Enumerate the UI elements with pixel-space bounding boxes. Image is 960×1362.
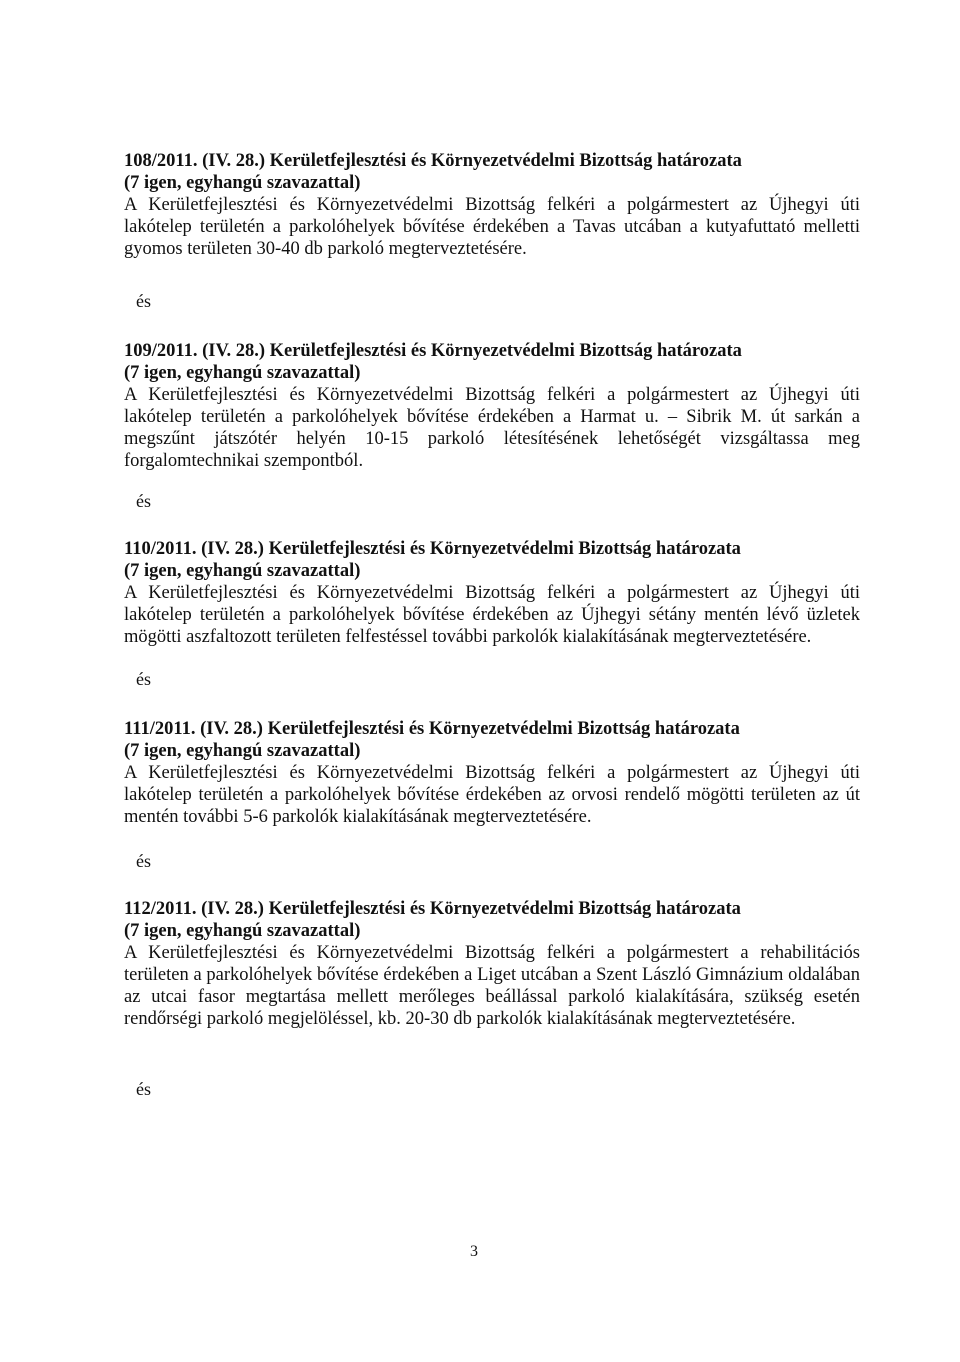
resolution-body: A Kerületfejlesztési és Környezetvédelmi Bizottság felkéri a polgármestert az Újhegyi úti lakótelep területén a parkolóhelyek bővítése érdekében a Harmat u. – Sibrik M. út sarkán a megszűnt játszótér helyén 10-15 parkoló létesítésének lehetőségét vizsgáltassa meg forgalomtechnikai szempontból. bbox=[124, 385, 860, 471]
resolution-109 bbox=[124, 340, 860, 472]
resolution-vote: (7 igen, egyhangú szavazattal) bbox=[124, 921, 361, 941]
resolution-body: A Kerületfejlesztési és Környezetvédelmi Bizottság felkéri a polgármestert az Újhegyi úti lakótelep területén a parkolóhelyek bővítése érdekében az Újhegyi sétány mentén lévő üzletek mögötti aszfaltozott területen felfestéssel további parkolók kialakításának megterveztetésére. bbox=[124, 583, 860, 647]
resolution-108 bbox=[124, 150, 860, 260]
connector-es: és bbox=[136, 491, 151, 511]
resolution-vote: (7 igen, egyhangú szavazattal) bbox=[124, 561, 361, 581]
resolution-110 bbox=[124, 538, 860, 648]
resolution-body: A Kerületfejlesztési és Környezetvédelmi Bizottság felkéri a polgármestert az Újhegyi úti lakótelep területén a parkolóhelyek bővítése érdekében az orvosi rendelő mögötti területen az út mentén további 5-6 parkolók kialakításának megterveztetésére. bbox=[124, 763, 860, 827]
resolution-title: 109/2011. (IV. 28.) Kerületfejlesztési és Környezetvédelmi Bizottság határozata bbox=[124, 341, 742, 361]
resolution-title: 110/2011. (IV. 28.) Kerületfejlesztési és Környezetvédelmi Bizottság határozata bbox=[124, 539, 741, 559]
resolution-title: 108/2011. (IV. 28.) Kerületfejlesztési és Környezetvédelmi Bizottság határozata bbox=[124, 151, 742, 171]
resolution-112 bbox=[124, 898, 860, 1030]
connector-es: és bbox=[136, 291, 151, 311]
resolution-title: 112/2011. (IV. 28.) Kerületfejlesztési és Környezetvédelmi Bizottság határozata bbox=[124, 899, 741, 919]
connector-es: és bbox=[136, 669, 151, 689]
resolution-title: 111/2011. (IV. 28.) Kerületfejlesztési és Környezetvédelmi Bizottság határozata bbox=[124, 719, 740, 739]
resolution-111 bbox=[124, 718, 860, 828]
resolution-body: A Kerületfejlesztési és Környezetvédelmi Bizottság felkéri a polgármestert az Újhegyi úti lakótelep területén a parkolóhelyek bővítése érdekében a Tavas utcában a kutyafuttató melletti gyomos területen 30-40 db parkoló megterveztetésére. bbox=[124, 195, 860, 259]
resolution-vote: (7 igen, egyhangú szavazattal) bbox=[124, 363, 361, 383]
resolution-body: A Kerületfejlesztési és Környezetvédelmi Bizottság felkéri a polgármestert a rehabilitációs területen a parkolóhelyek bővítése érdekében a Liget utcában a Szent László Gimnázium oldalában az utcai fasor megtartása mellett merőleges beállással parkoló kialakítására, szükség esetén rendőrségi parkoló megjelöléssel, kb. 20-30 db parkolók kialakításának megterveztetésére. bbox=[124, 943, 860, 1029]
resolution-vote: (7 igen, egyhangú szavazattal) bbox=[124, 173, 361, 193]
resolution-vote: (7 igen, egyhangú szavazattal) bbox=[124, 741, 361, 761]
connector-es: és bbox=[136, 1079, 151, 1099]
page-number: 3 bbox=[470, 1243, 478, 1260]
connector-es: és bbox=[136, 851, 151, 871]
